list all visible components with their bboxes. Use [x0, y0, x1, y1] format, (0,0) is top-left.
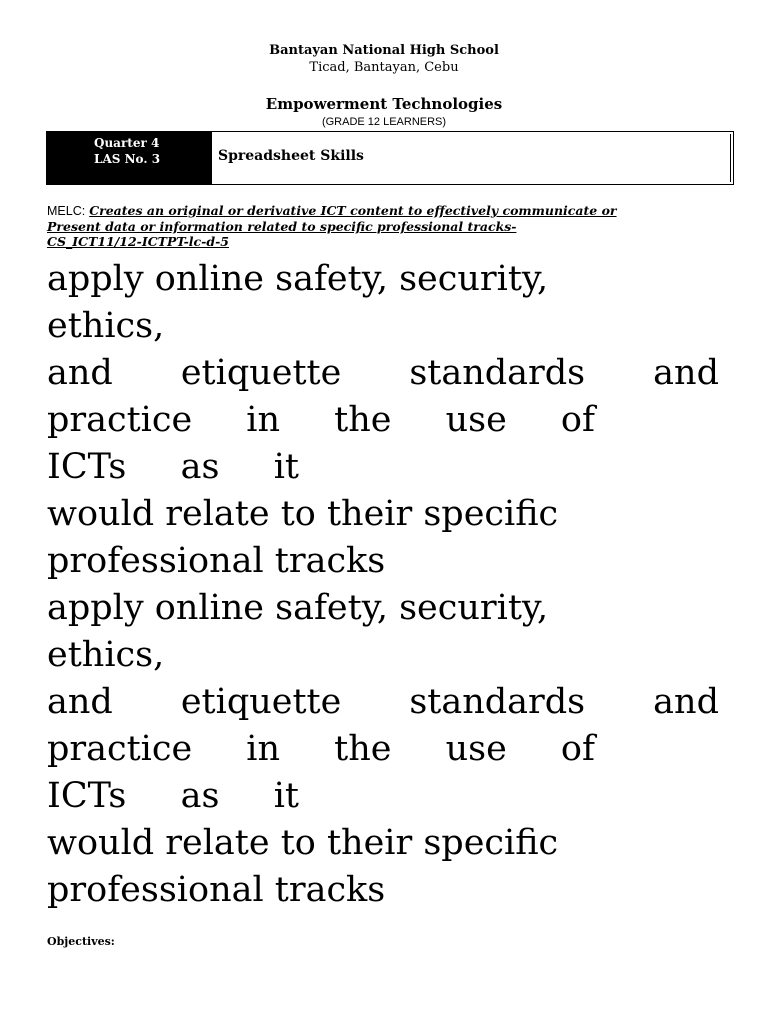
word: it	[273, 447, 299, 487]
objectives-heading: Objectives:	[47, 935, 115, 948]
word: and	[47, 682, 113, 722]
grade-level: (GRADE 12 LEARNERS)	[321, 116, 447, 128]
word: ICTs	[47, 447, 127, 487]
word: practice	[47, 729, 193, 769]
word: and	[653, 682, 719, 722]
body-line: ethics,	[47, 306, 165, 346]
body-line: professional tracks	[47, 541, 386, 581]
body-line-justified	[47, 350, 719, 397]
body-line-justified	[47, 726, 595, 773]
word: as	[180, 776, 220, 816]
body-line: would relate to their specific	[47, 823, 559, 863]
word: of	[560, 400, 595, 440]
word: it	[273, 776, 299, 816]
word: the	[334, 400, 392, 440]
word: in	[246, 729, 281, 769]
melc-label: MELC:	[47, 204, 86, 218]
word: and	[47, 353, 113, 393]
body-line: professional tracks	[47, 870, 386, 910]
word: use	[445, 400, 507, 440]
melc-text-line1: Creates an original or derivative ICT content to effectively communicate or	[89, 203, 617, 218]
body-line: would relate to their specific	[47, 494, 559, 534]
quarter-cell	[47, 132, 212, 184]
word: the	[334, 729, 392, 769]
subject-title: Empowerment Technologies	[265, 95, 503, 113]
melc-code: CS_ICT11/12-ICTPT-lc-d-5	[47, 234, 229, 249]
lesson-title: Spreadsheet Skills	[218, 148, 364, 164]
body-line: ethics,	[47, 635, 165, 675]
las-number: LAS No. 3	[94, 152, 161, 166]
word: standards	[409, 682, 586, 722]
word: use	[445, 729, 507, 769]
body-line: apply online safety, security,	[47, 259, 549, 299]
body-line-justified	[47, 397, 595, 444]
word: practice	[47, 400, 193, 440]
word: etiquette	[180, 353, 342, 393]
quarter-label: Quarter 4	[94, 136, 160, 150]
melc-text-line2: Present data or information related to specific professional tracks-	[47, 219, 517, 234]
word: in	[246, 400, 281, 440]
word: standards	[409, 353, 586, 393]
word: of	[560, 729, 595, 769]
school-address: Ticad, Bantayan, Cebu	[309, 60, 459, 75]
word: and	[653, 353, 719, 393]
word: as	[180, 447, 220, 487]
word: etiquette	[180, 682, 342, 722]
body-line: apply online safety, security,	[47, 588, 549, 628]
body-line-justified	[47, 773, 299, 820]
body-line-justified	[47, 679, 719, 726]
lesson-header-box	[46, 131, 734, 185]
school-name: Bantayan National High School	[269, 43, 499, 58]
melc-section	[47, 203, 727, 249]
body-text	[47, 256, 719, 914]
word: ICTs	[47, 776, 127, 816]
body-line-justified	[47, 444, 299, 491]
